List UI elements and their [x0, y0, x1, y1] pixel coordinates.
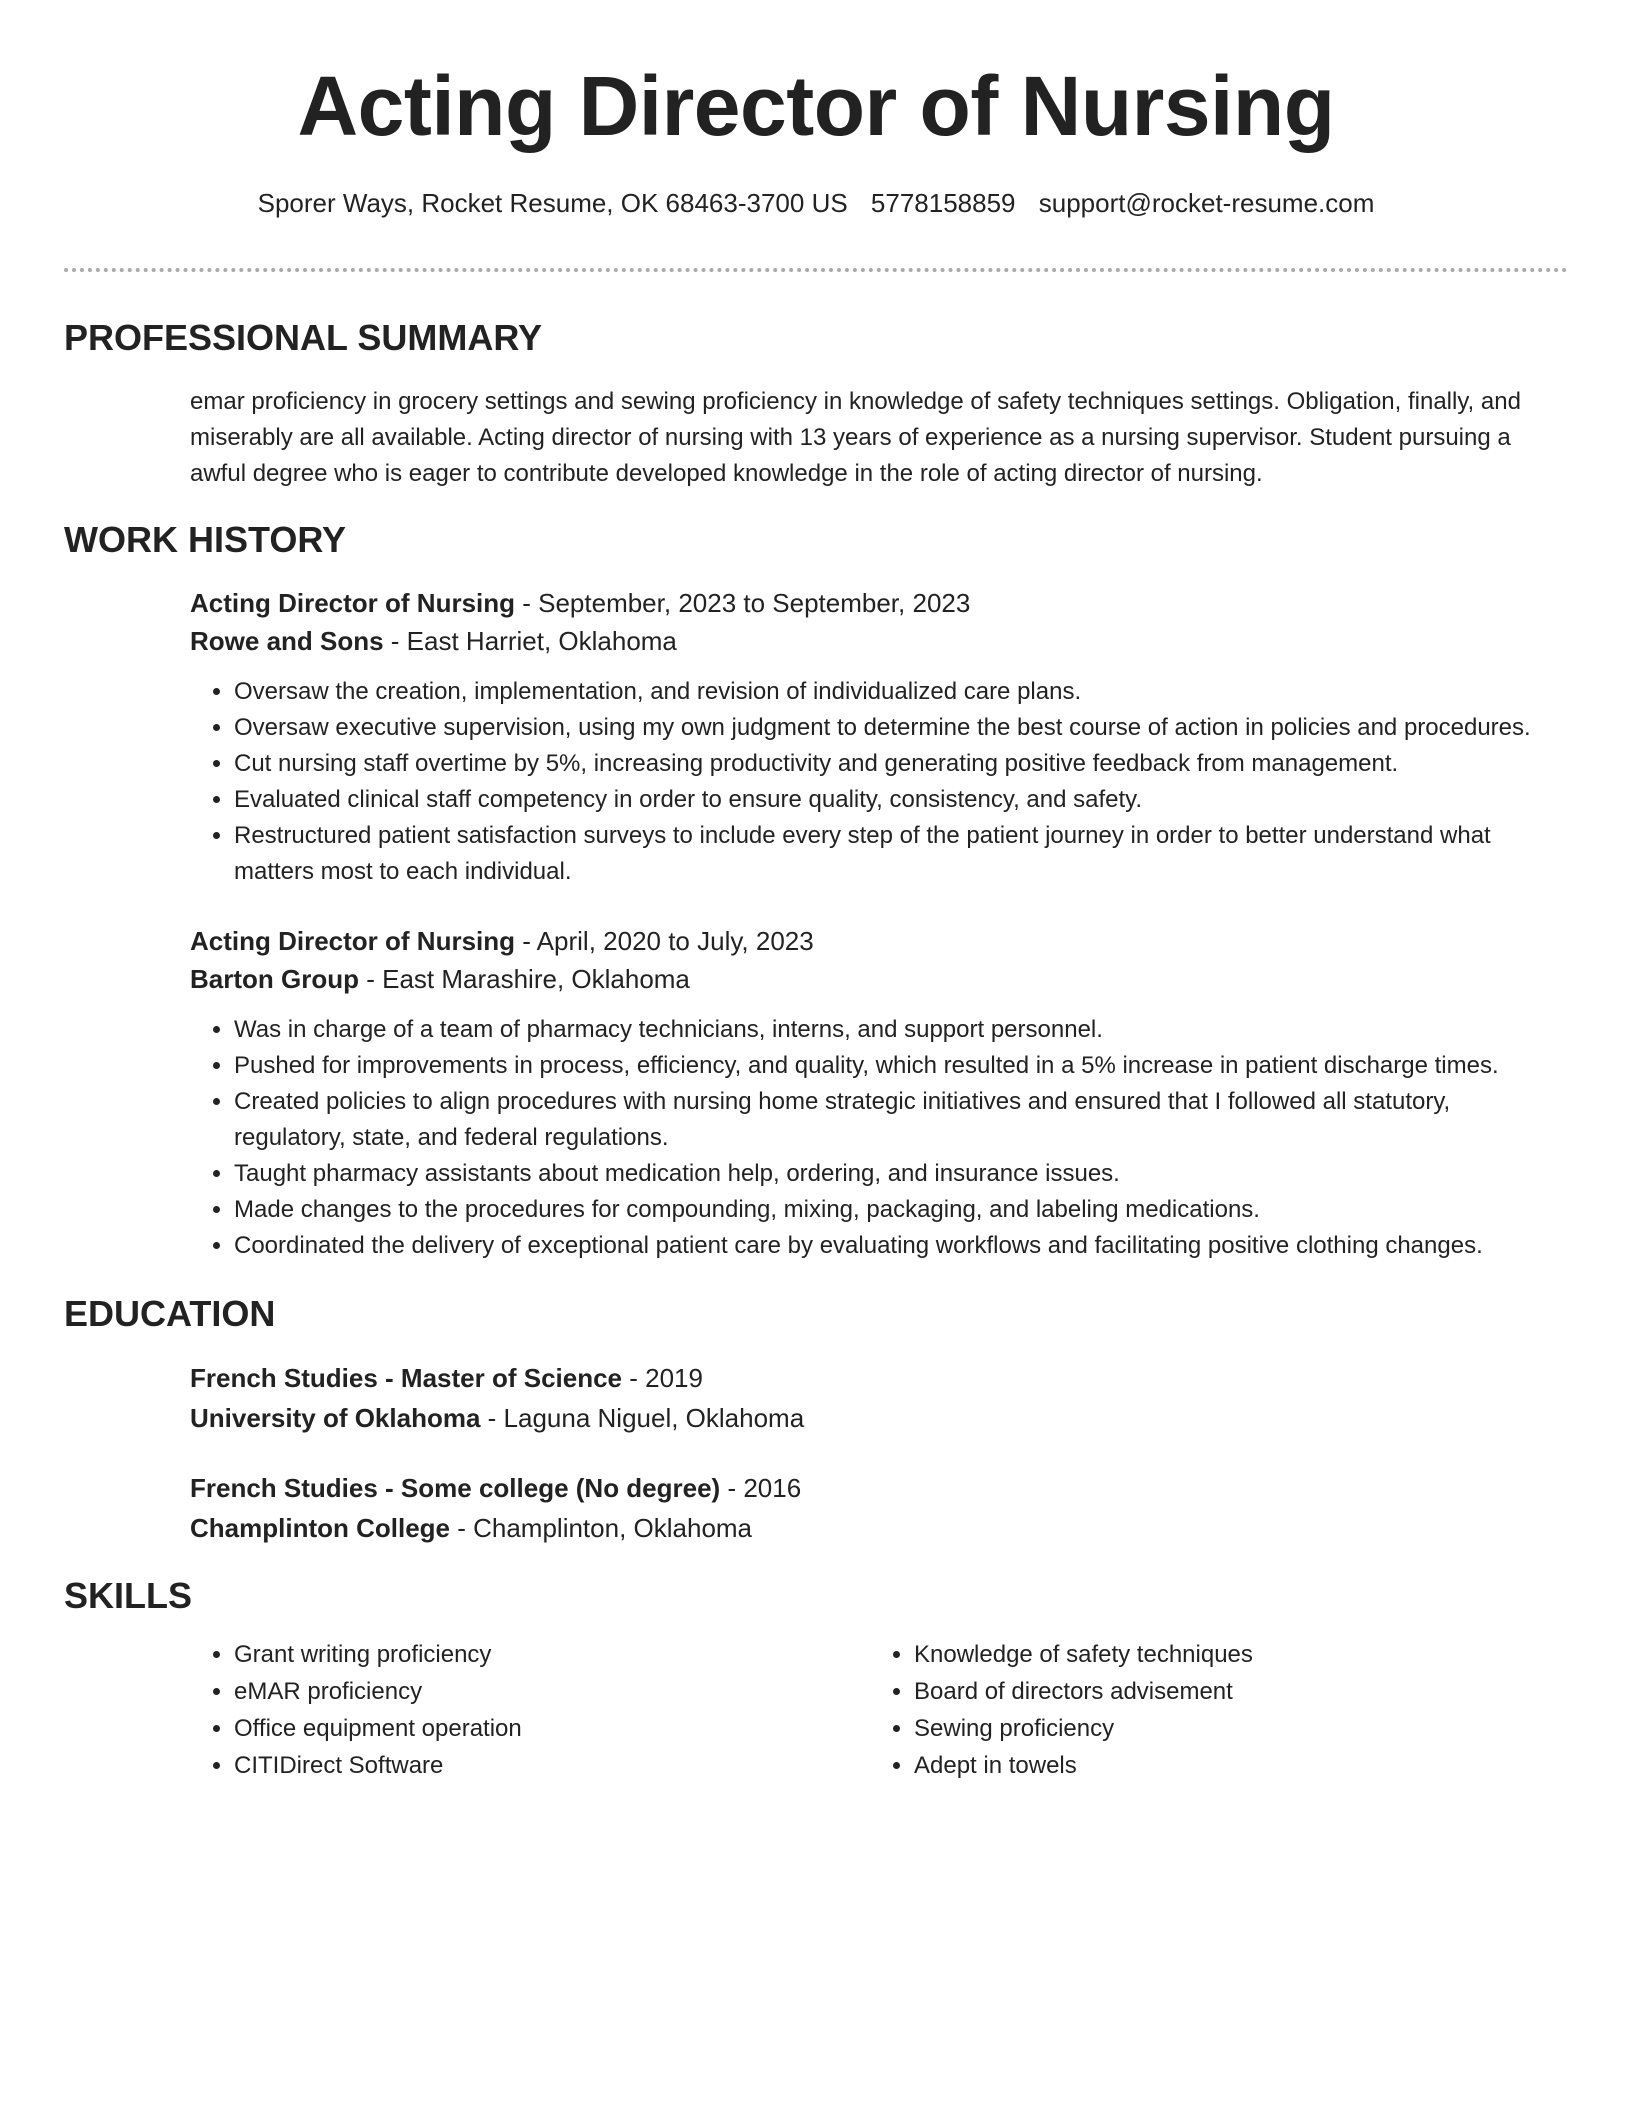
section-title-summary: PROFESSIONAL SUMMARY — [64, 317, 543, 358]
education-degree: French Studies - Master of Science — [190, 1363, 623, 1393]
job-bullets — [190, 1012, 1568, 1264]
list-item: • Coordinated the delivery of exceptional patient care by evaluating workflows and facilitating positive clothing changes. — [234, 1228, 1568, 1264]
list-item: • Knowledge of safety techniques — [914, 1636, 1550, 1673]
list-item: • Grant writing proficiency — [234, 1636, 870, 1673]
list-item: • Was in charge of a team of pharmacy technicians, interns, and support personnel. — [234, 1012, 1568, 1048]
list-item: • Restructured patient satisfaction surveys to include every step of the patient journey in order to better understand what matters most to each individual. — [234, 818, 1568, 890]
section-title-skills: SKILLS — [64, 1575, 193, 1616]
list-item: • Taught pharmacy assistants about medication help, ordering, and insurance issues. — [234, 1156, 1568, 1192]
list-item: • Office equipment operation — [234, 1710, 870, 1747]
job-entry — [190, 922, 1568, 1264]
education-degree: French Studies - Some college (No degree) — [190, 1473, 721, 1503]
education-degree-line — [190, 1468, 1568, 1508]
education-entry — [190, 1468, 1568, 1548]
list-item: • Oversaw executive supervision, using my own judgment to determine the best course of action in policies and procedures. — [234, 710, 1568, 746]
education-location: - Laguna Niguel, Oklahoma — [480, 1403, 805, 1433]
section-title-work-history: WORK HISTORY — [64, 519, 347, 560]
job-role: Acting Director of Nursing — [190, 588, 516, 618]
job-location: - East Harriet, Oklahoma — [383, 626, 677, 656]
job-bullets — [190, 674, 1568, 890]
list-item: • Evaluated clinical staff competency in order to ensure quality, consistency, and safety. — [234, 782, 1568, 818]
skills-list — [190, 1636, 870, 1784]
list-item: • Pushed for improvements in process, efficiency, and quality, which resulted in a 5% increase in patient discharge times. — [234, 1048, 1568, 1084]
education-entry — [190, 1358, 1568, 1438]
list-item: • CITIDirect Software — [234, 1747, 870, 1784]
education-location: - Champlinton, Oklahoma — [450, 1513, 753, 1543]
education-year: - 2019 — [622, 1363, 703, 1393]
contact-email: support@rocket-resume.com — [1038, 188, 1375, 218]
summary-text: emar proficiency in grocery settings and sewing proficiency in knowledge of safety techniques settings. Obligation, finally, and miserably are all available. Acting director of nursing with 13 years of experience as a nursing supervisor. Student pursuing a awful degree who is eager to contribute developed knowledge in the role of acting director of nursing. — [190, 388, 1521, 487]
candidate-name: Acting Director of Nursing — [297, 59, 1335, 153]
job-entry — [190, 584, 1568, 890]
job-company-line — [190, 622, 1568, 660]
skills-column-right — [870, 1636, 1550, 1784]
contact-phone: 5778158859 — [870, 188, 1016, 218]
list-item: • Adept in towels — [914, 1747, 1550, 1784]
job-role: Acting Director of Nursing — [190, 926, 516, 956]
job-dates: - April, 2020 to July, 2023 — [515, 926, 814, 956]
education-degree-line — [190, 1358, 1568, 1398]
header-divider — [64, 268, 1568, 272]
job-dates: - September, 2023 to September, 2023 — [515, 588, 971, 618]
contact-address: Sporer Ways, Rocket Resume, OK 68463-3700 US — [257, 188, 848, 218]
list-item: • Oversaw the creation, implementation, and revision of individualized care plans. — [234, 674, 1568, 710]
education-school-line — [190, 1398, 1568, 1438]
list-item: • Board of directors advisement — [914, 1673, 1550, 1710]
job-company: Rowe and Sons — [190, 626, 384, 656]
contact-line — [0, 186, 1632, 220]
education-school: University of Oklahoma — [190, 1403, 481, 1433]
education-school: Champlinton College — [190, 1513, 450, 1543]
skills-grid — [190, 1636, 1568, 1784]
education-school-line — [190, 1508, 1568, 1548]
list-item: • Made changes to the procedures for compounding, mixing, packaging, and labeling medications. — [234, 1192, 1568, 1228]
job-title-line — [190, 922, 1568, 960]
job-company-line — [190, 960, 1568, 998]
education-year: - 2016 — [720, 1473, 802, 1503]
job-location: - East Marashire, Oklahoma — [359, 964, 690, 994]
list-item: • Created policies to align procedures with nursing home strategic initiatives and ensured that I followed all statutory, regulatory, state, and federal regulations. — [234, 1084, 1568, 1156]
list-item: • Sewing proficiency — [914, 1710, 1550, 1747]
list-item: • eMAR proficiency — [234, 1673, 870, 1710]
skills-column-left — [190, 1636, 870, 1784]
list-item: • Cut nursing staff overtime by 5%, increasing productivity and generating positive feedback from management. — [234, 746, 1568, 782]
job-company: Barton Group — [190, 964, 359, 994]
skills-list — [870, 1636, 1550, 1784]
job-title-line — [190, 584, 1568, 622]
section-title-education: EDUCATION — [64, 1293, 276, 1334]
